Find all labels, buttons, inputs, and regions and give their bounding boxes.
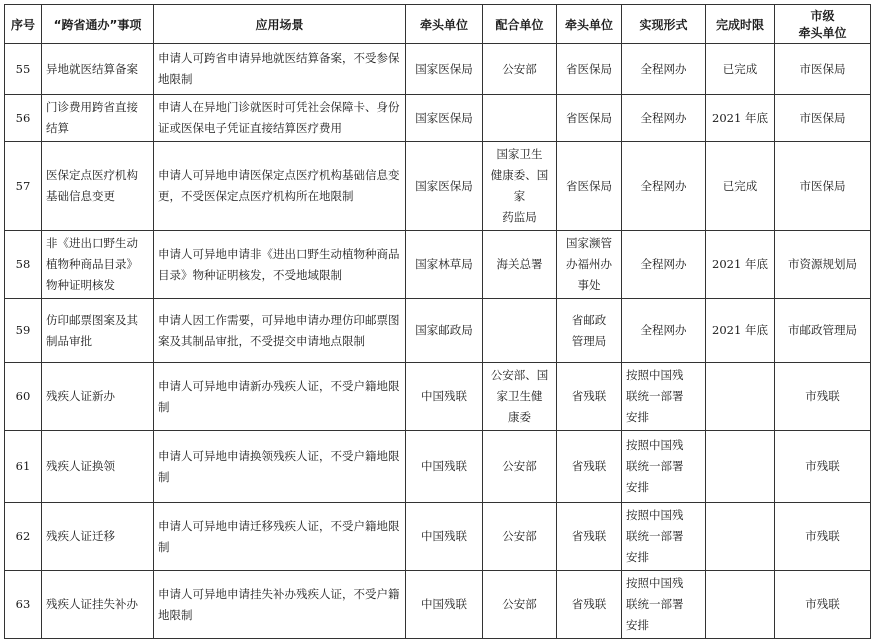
coop-unit: 公安部 xyxy=(483,571,557,639)
deadline: 2021 年底 xyxy=(706,95,775,142)
deadline xyxy=(706,503,775,571)
deadline: 已完成 xyxy=(706,44,775,95)
lead-unit: 国家医保局 xyxy=(406,44,483,95)
deadline xyxy=(706,363,775,431)
services-table xyxy=(4,4,871,639)
impl-form: 按照中国残 联统一部署 安排 xyxy=(622,431,706,503)
item-name: 医保定点医疗机构基础信息变更 xyxy=(42,142,154,231)
prov-lead-unit: 省残联 xyxy=(557,503,622,571)
coop-unit: 国家卫生 健康委、国 家 药监局 xyxy=(483,142,557,231)
impl-form: 全程网办 xyxy=(622,95,706,142)
city-lead-unit: 市邮政管理局 xyxy=(775,299,871,363)
prov-lead-unit: 省邮政 管理局 xyxy=(557,299,622,363)
prov-lead-unit: 省残联 xyxy=(557,363,622,431)
deadline: 2021 年底 xyxy=(706,231,775,299)
lead-unit: 中国残联 xyxy=(406,571,483,639)
header-cell: 实现形式 xyxy=(622,5,706,44)
coop-unit xyxy=(483,95,557,142)
deadline xyxy=(706,571,775,639)
impl-form: 全程网办 xyxy=(622,231,706,299)
header-cell: 应用场景 xyxy=(154,5,406,44)
city-lead-unit: 市医保局 xyxy=(775,142,871,231)
header-row xyxy=(5,5,871,44)
city-lead-unit: 市医保局 xyxy=(775,95,871,142)
coop-unit: 公安部 xyxy=(483,44,557,95)
lead-unit: 中国残联 xyxy=(406,431,483,503)
impl-form: 按照中国残 联统一部署 安排 xyxy=(622,503,706,571)
scenario-text: 申请人可异地申请迁移残疾人证，不受户籍地限制 xyxy=(154,503,406,571)
coop-unit: 公安部、国 家卫生健 康委 xyxy=(483,363,557,431)
scenario-text: 申请人因工作需要，可异地申请办理仿印邮票图案及其制品审批，不受提交申请地点限制 xyxy=(154,299,406,363)
row-number: 63 xyxy=(5,571,42,639)
city-lead-unit: 市残联 xyxy=(775,431,871,503)
item-name: 非《进出口野生动植物种商品目录》物种证明核发 xyxy=(42,231,154,299)
table-row xyxy=(5,431,871,503)
row-number: 55 xyxy=(5,44,42,95)
row-number: 61 xyxy=(5,431,42,503)
deadline xyxy=(706,431,775,503)
scenario-text: 申请人可异地申请医保定点医疗机构基础信息变更，不受医保定点医疗机构所在地限制 xyxy=(154,142,406,231)
scenario-text: 申请人可异地申请换领残疾人证，不受户籍地限制 xyxy=(154,431,406,503)
scenario-text: 申请人可异地申请新办残疾人证，不受户籍地限制 xyxy=(154,363,406,431)
impl-form: 全程网办 xyxy=(622,44,706,95)
header-cell: 配合单位 xyxy=(483,5,557,44)
row-number: 60 xyxy=(5,363,42,431)
prov-lead-unit: 省医保局 xyxy=(557,44,622,95)
header-cell: “跨省通办”事项 xyxy=(42,5,154,44)
lead-unit: 国家林草局 xyxy=(406,231,483,299)
item-name: 门诊费用跨省直接结算 xyxy=(42,95,154,142)
prov-lead-unit: 省医保局 xyxy=(557,95,622,142)
lead-unit: 中国残联 xyxy=(406,363,483,431)
coop-unit: 海关总署 xyxy=(483,231,557,299)
coop-unit: 公安部 xyxy=(483,431,557,503)
header-cell: 市级 牵头单位 xyxy=(775,5,871,44)
lead-unit: 国家医保局 xyxy=(406,142,483,231)
table-row xyxy=(5,571,871,639)
city-lead-unit: 市残联 xyxy=(775,503,871,571)
header-cell: 牵头单位 xyxy=(406,5,483,44)
scenario-text: 申请人可跨省申请异地就医结算备案，不受参保地限制 xyxy=(154,44,406,95)
coop-unit: 公安部 xyxy=(483,503,557,571)
table-row xyxy=(5,363,871,431)
prov-lead-unit: 省医保局 xyxy=(557,142,622,231)
impl-form: 全程网办 xyxy=(622,142,706,231)
item-name: 残疾人证换领 xyxy=(42,431,154,503)
prov-lead-unit: 省残联 xyxy=(557,431,622,503)
scenario-text: 申请人可异地申请非《进出口野生动植物种商品目录》物种证明核发，不受地域限制 xyxy=(154,231,406,299)
coop-unit xyxy=(483,299,557,363)
table-row xyxy=(5,231,871,299)
city-lead-unit: 市医保局 xyxy=(775,44,871,95)
header-cell: 牵头单位 xyxy=(557,5,622,44)
header-cell: 完成时限 xyxy=(706,5,775,44)
prov-lead-unit: 国家濒管 办福州办 事处 xyxy=(557,231,622,299)
scenario-text: 申请人在异地门诊就医时可凭社会保障卡、身份证或医保电子凭证直接结算医疗费用 xyxy=(154,95,406,142)
row-number: 62 xyxy=(5,503,42,571)
impl-form: 按照中国残 联统一部署 安排 xyxy=(622,363,706,431)
lead-unit: 国家医保局 xyxy=(406,95,483,142)
row-number: 58 xyxy=(5,231,42,299)
impl-form: 全程网办 xyxy=(622,299,706,363)
item-name: 残疾人证迁移 xyxy=(42,503,154,571)
item-name: 异地就医结算备案 xyxy=(42,44,154,95)
scenario-text: 申请人可异地申请挂失补办残疾人证，不受户籍地限制 xyxy=(154,571,406,639)
row-number: 56 xyxy=(5,95,42,142)
city-lead-unit: 市残联 xyxy=(775,571,871,639)
item-name: 仿印邮票图案及其制品审批 xyxy=(42,299,154,363)
table-row xyxy=(5,503,871,571)
header-cell: 序号 xyxy=(5,5,42,44)
deadline: 2021 年底 xyxy=(706,299,775,363)
table-row xyxy=(5,95,871,142)
lead-unit: 国家邮政局 xyxy=(406,299,483,363)
table-row xyxy=(5,142,871,231)
lead-unit: 中国残联 xyxy=(406,503,483,571)
row-number: 57 xyxy=(5,142,42,231)
table-row xyxy=(5,299,871,363)
item-name: 残疾人证新办 xyxy=(42,363,154,431)
table-row xyxy=(5,44,871,95)
city-lead-unit: 市残联 xyxy=(775,363,871,431)
impl-form: 按照中国残 联统一部署 安排 xyxy=(622,571,706,639)
item-name: 残疾人证挂失补办 xyxy=(42,571,154,639)
row-number: 59 xyxy=(5,299,42,363)
deadline: 已完成 xyxy=(706,142,775,231)
city-lead-unit: 市资源规划局 xyxy=(775,231,871,299)
prov-lead-unit: 省残联 xyxy=(557,571,622,639)
